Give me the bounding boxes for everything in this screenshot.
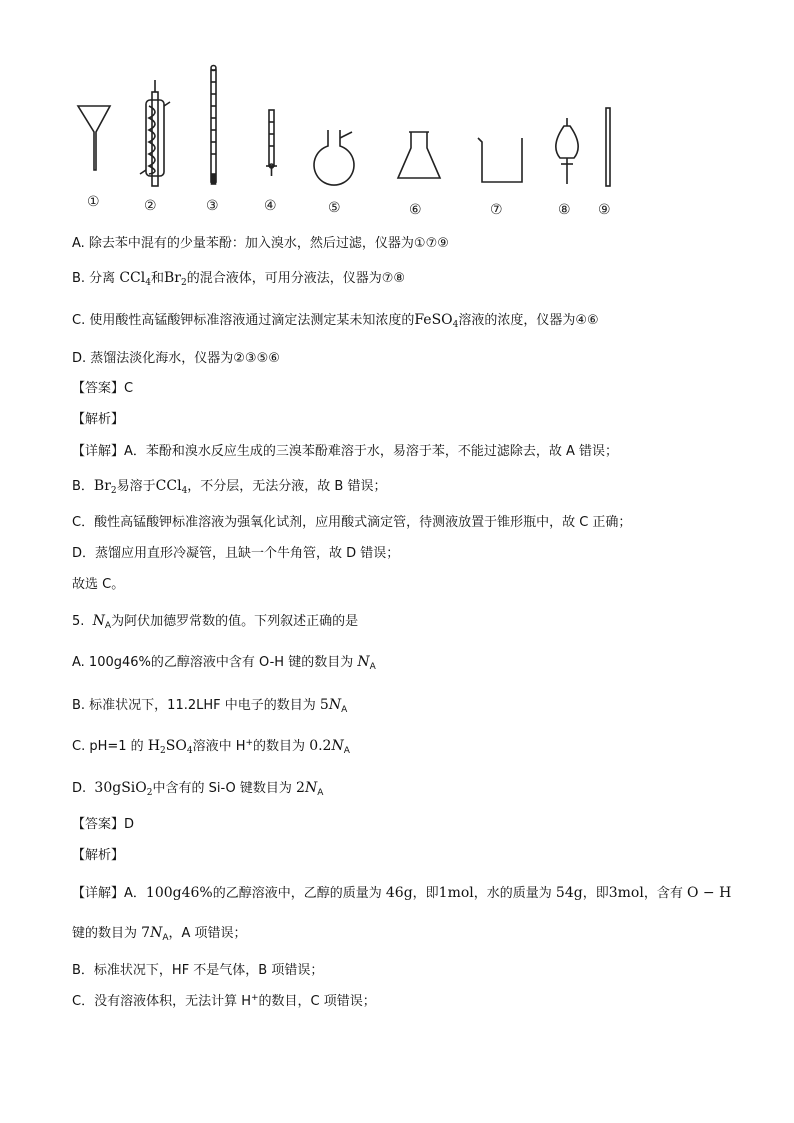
- conical-flask-icon: [398, 132, 440, 178]
- separatory-funnel-icon: [556, 118, 578, 184]
- q4-detail-a: 【详解】A．苯酚和溴水反应生成的三溴苯酚难溶于水，易溶于苯，不能过滤除去，故 A 错误；: [72, 444, 619, 459]
- q4-option-c: C. 使用酸性高锰酸钾标准溶液通过滴定法测定某未知浓度的FeSO$_4$溶液的浓度，仪器为④⑥: [72, 312, 599, 330]
- q4-conclusion: 故选 C。: [72, 577, 125, 592]
- label-2: ②: [144, 198, 157, 214]
- q5-detail-c: C．没有溶液体积，无法计算 H+的数目，C 项错误；: [72, 993, 376, 1009]
- q5-option-c: C. pH=1 的 $H_2SO_4$溶液中 H+的数目为 $0.2N_A$: [72, 738, 350, 756]
- label-5: ⑤: [328, 200, 341, 216]
- q5-stem: 5. $N_A$为阿伏加德罗常数的值。下列叙述正确的是: [72, 613, 359, 631]
- q4-detail-b: B．$Br_2$易溶于CCl$_4$，不分层，无法分液，故 B 错误；: [72, 478, 387, 496]
- label-7: ⑦: [490, 202, 503, 218]
- q4-answer: 【答案】C: [72, 381, 134, 396]
- q4-analysis-heading: 【解析】: [72, 412, 125, 427]
- funnel-icon: [78, 106, 110, 170]
- q4-detail-d: D．蒸馏应用直形冷凝管，且缺一个牛角管，故 D 错误；: [72, 546, 400, 561]
- q4-option-a: A. 除去苯中混有的少量苯酚：加入溴水，然后过滤，仪器为①⑦⑨: [72, 236, 449, 251]
- glass-rod-icon: [606, 108, 610, 186]
- label-6: ⑥: [409, 202, 422, 218]
- round-flask-icon: [314, 130, 354, 185]
- q5-analysis-heading: 【解析】: [72, 848, 125, 863]
- q5-option-d: D. 30gSiO$_2$中含有的 Si-O 键数目为 $2N_A$: [72, 780, 324, 798]
- q5-detail-a-cont: 键的数目为 $7N_A$，A 项错误；: [72, 925, 247, 943]
- apparatus-figure: [70, 62, 630, 222]
- q5-detail-a: 【详解】A．100g46%的乙醇溶液中，乙醇的质量为 46g，即1mol，水的质量为 54g，即3mol，含有 O − H: [72, 885, 732, 901]
- q5-option-a: A. 100g46%的乙醇溶液中含有 O-H 键的数目为 $N_A$: [72, 654, 376, 672]
- beaker-icon: [478, 138, 522, 182]
- label-8: ⑧: [558, 202, 571, 218]
- thermometer-icon: [211, 66, 216, 185]
- label-4: ④: [264, 198, 277, 214]
- q5-detail-b: B．标准状况下，HF 不是气体，B 项错误；: [72, 963, 324, 978]
- q4-detail-c: C．酸性高锰酸钾标准溶液为强氧化试剂，应用酸式滴定管，待测液放置于锥形瓶中，故 C 正确；: [72, 515, 632, 530]
- q5-option-b: B. 标准状况下，11.2LHF 中电子的数目为 $5N_A$: [72, 697, 348, 715]
- q4-option-b: B. 分离 CCl$_4$和$Br_2$的混合液体，可用分液法，仪器为⑦⑧: [72, 270, 406, 288]
- label-9: ⑨: [598, 202, 611, 218]
- condenser-icon: [140, 80, 170, 186]
- q4-option-d: D. 蒸馏法淡化海水，仪器为②③⑤⑥: [72, 351, 280, 366]
- q5-answer: 【答案】D: [72, 817, 135, 832]
- label-3: ③: [206, 198, 219, 214]
- label-1: ①: [87, 194, 100, 210]
- burette-icon: [266, 110, 277, 176]
